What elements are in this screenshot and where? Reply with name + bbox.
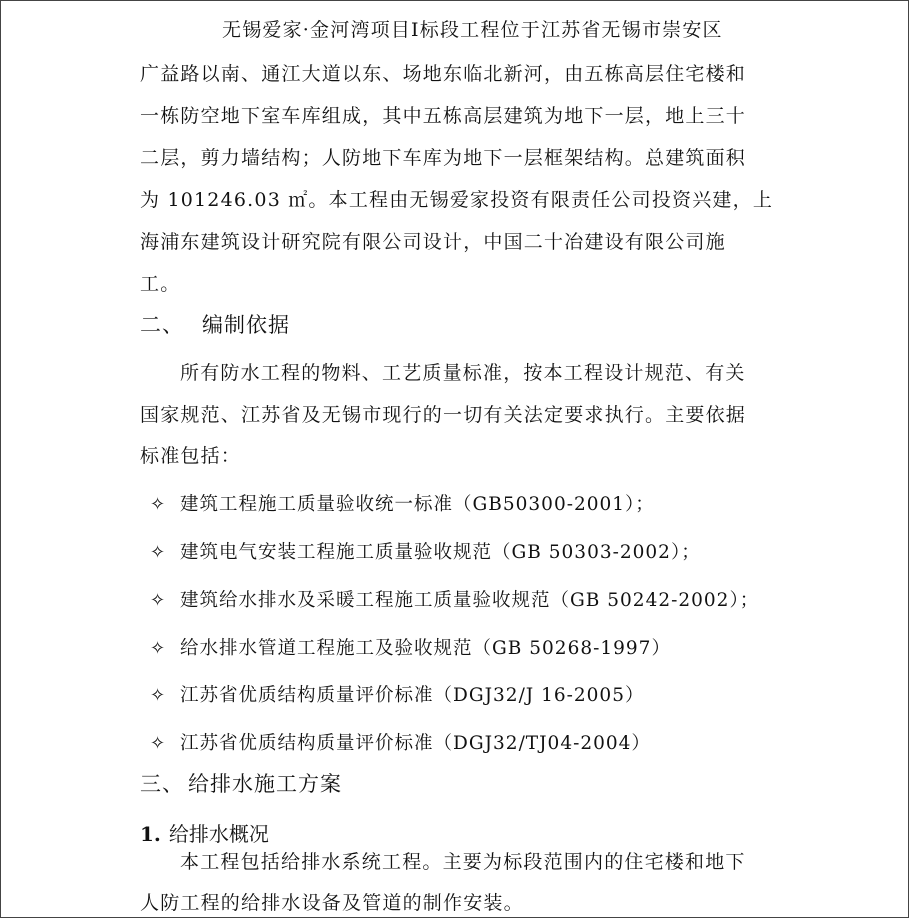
intro-line-2: 广益路以南、通江大道以东、场地东临北新河，由五栋高层住宅楼和 xyxy=(140,63,747,85)
section-3-title: 给排水施工方案 xyxy=(188,772,342,796)
standard-item-4 xyxy=(150,636,671,662)
subsection-1-line-2: 人防工程的给排水设备及管道的制作安装。 xyxy=(140,892,524,914)
subsection-1-line-1: 本工程包括给排水系统工程。主要为标段范围内的住宅楼和地下 xyxy=(180,851,746,873)
section-2-line-1: 所有防水工程的物料、工艺质量标准，按本工程设计规范、有关 xyxy=(180,362,746,384)
diamond-bullet-icon: ✧ xyxy=(150,542,167,563)
section-3-number: 三、 xyxy=(140,772,184,796)
standard-item-text: 给水排水管道工程施工及验收规范（GB 50268-1997） xyxy=(180,638,671,659)
diamond-bullet-icon: ✧ xyxy=(150,494,167,515)
standard-item-text: 江苏省优质结构质量评价标准（DGJ32/TJ04-2004） xyxy=(180,733,651,754)
subsection-1-number: 1. xyxy=(140,822,161,846)
section-2-number: 二、 xyxy=(140,313,184,337)
diamond-bullet-icon: ✧ xyxy=(150,638,167,659)
section-2-line-2: 国家规范、江苏省及无锡市现行的一切有关法定要求执行。主要依据 xyxy=(140,404,747,426)
standard-item-text: 建筑给水排水及采暖工程施工质量验收规范（GB 50242-2002）； xyxy=(180,590,760,611)
intro-line-7: 工。 xyxy=(140,273,181,295)
standard-item-text: 江苏省优质结构质量评价标准（DGJ32/J 16-2005） xyxy=(180,685,645,706)
standard-item-6 xyxy=(150,731,651,757)
intro-line-1: 无锡爱家·金河湾项目Ⅰ标段工程位于江苏省无锡市崇安区 xyxy=(222,19,723,41)
intro-line-4: 二层，剪力墙结构；人防地下车库为地下一层框架结构。总建筑面积 xyxy=(140,147,747,169)
section-2-heading xyxy=(140,311,290,339)
standard-item-3 xyxy=(150,588,759,614)
diamond-bullet-icon: ✧ xyxy=(150,685,167,706)
intro-line-6: 海浦东建筑设计研究院有限公司设计，中国二十冶建设有限公司施 xyxy=(140,231,726,253)
section-2-title: 编制依据 xyxy=(202,313,290,337)
standard-item-text: 建筑工程施工质量验收统一标准（GB50300-2001）； xyxy=(180,494,655,515)
subsection-1-title: 给排水概况 xyxy=(168,822,269,846)
section-2-line-3: 标准包括： xyxy=(140,445,242,467)
standard-item-1 xyxy=(150,492,655,518)
section-3-heading xyxy=(140,770,342,798)
standard-item-text: 建筑电气安装工程施工质量验收规范（GB 50303-2002）； xyxy=(180,542,701,563)
standard-item-2 xyxy=(150,540,701,566)
diamond-bullet-icon: ✧ xyxy=(150,590,167,611)
intro-line-5: 为 101246.03 ㎡。本工程由无锡爱家投资有限责任公司投资兴建，上 xyxy=(140,189,774,211)
standard-item-5 xyxy=(150,683,644,709)
intro-line-3: 一栋防空地下室车库组成，其中五栋高层建筑为地下一层，地上三十 xyxy=(140,105,747,127)
subsection-1-heading xyxy=(140,820,269,848)
diamond-bullet-icon: ✧ xyxy=(150,733,167,754)
